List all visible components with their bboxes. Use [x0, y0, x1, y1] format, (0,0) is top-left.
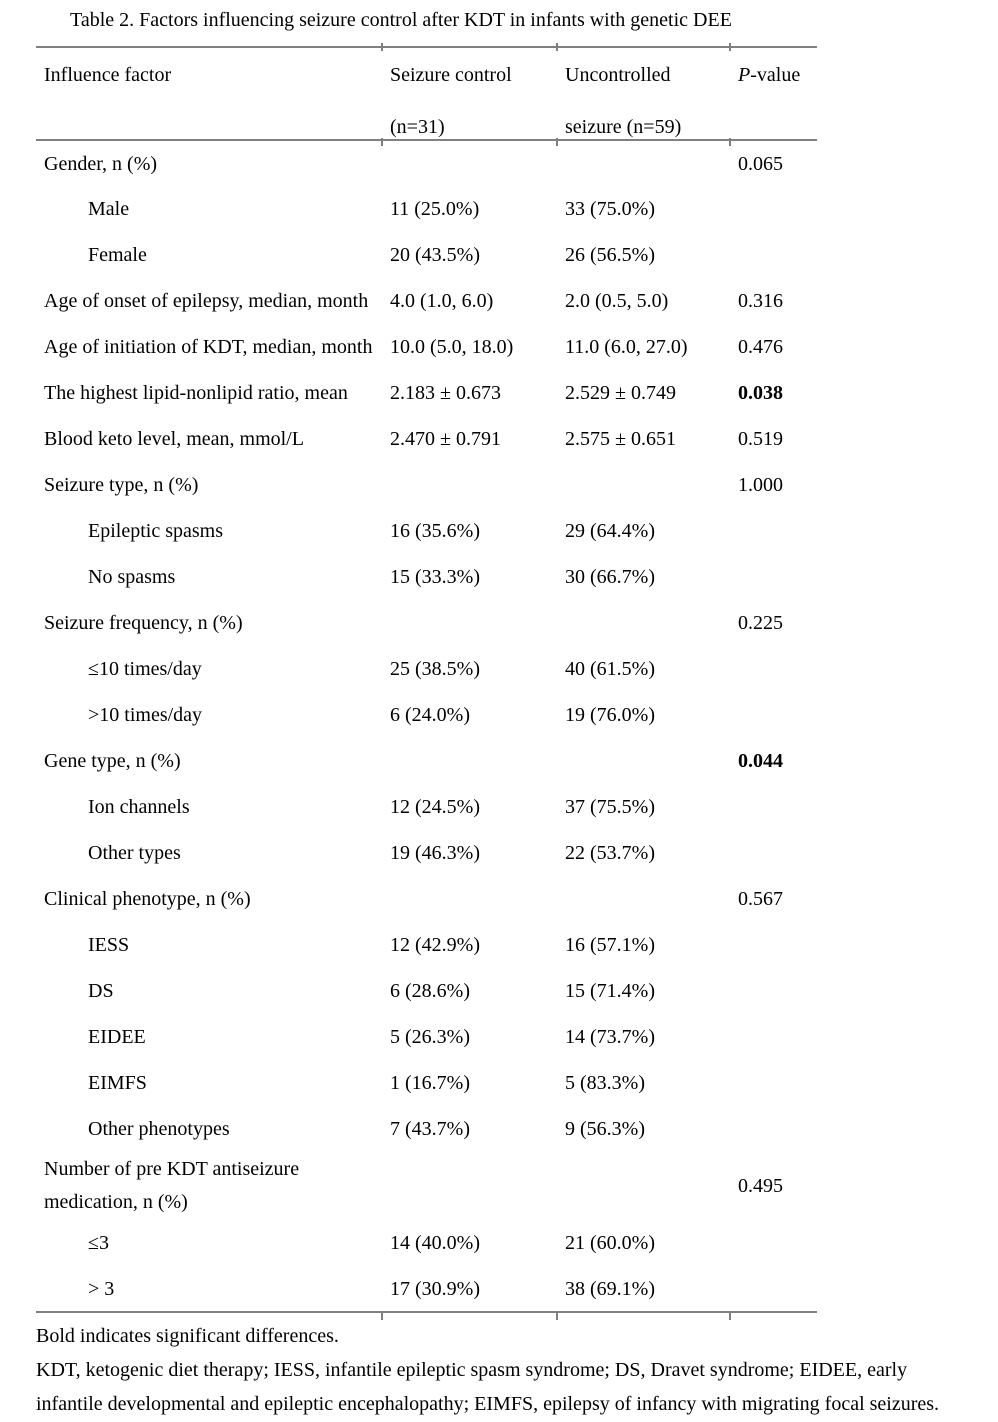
- rule-tick: [729, 1312, 731, 1320]
- table-row: [36, 876, 817, 922]
- seizure-control-cell: [382, 140, 557, 186]
- influence-factor-cell: ≤3: [88, 1232, 109, 1254]
- seizure-control-cell: 20 (43.5%): [390, 244, 480, 266]
- table-row: [36, 416, 817, 462]
- seizure-control-cell: 16 (35.6%): [390, 520, 480, 542]
- uncontrolled-seizure-cell: 14 (73.7%): [565, 1026, 655, 1048]
- uncontrolled-seizure-cell: 16 (57.1%): [565, 934, 655, 956]
- table-row: [36, 968, 817, 1014]
- table-row: [36, 186, 817, 232]
- p-value-cell: 1.000: [738, 474, 783, 496]
- p-value-cell: [730, 830, 817, 876]
- table-row: [36, 1060, 817, 1106]
- influence-factor-cell: Seizure frequency, n (%): [44, 612, 243, 634]
- uncontrolled-seizure-cell: 19 (76.0%): [565, 704, 655, 726]
- p-value-cell: 0.495: [738, 1175, 783, 1197]
- table-row: [36, 278, 817, 324]
- influence-factor-cell: No spasms: [88, 566, 176, 588]
- p-value-cell: 0.519: [738, 428, 783, 450]
- seizure-control-cell: 6 (24.0%): [390, 704, 470, 726]
- seizure-control-cell: 14 (40.0%): [390, 1232, 480, 1254]
- seizure-control-cell: 25 (38.5%): [390, 658, 480, 680]
- seizure-control-cell: 19 (46.3%): [390, 842, 480, 864]
- uncontrolled-seizure-cell: 22 (53.7%): [565, 842, 655, 864]
- seizure-control-cell: 6 (28.6%): [390, 980, 470, 1002]
- table-footnotes: [36, 1319, 976, 1421]
- seizure-control-cell: 15 (33.3%): [390, 566, 480, 588]
- influence-factor-cell: DS: [88, 980, 114, 1002]
- table-row: [36, 1152, 817, 1220]
- p-value-cell: 0.044: [738, 750, 783, 772]
- p-value-cell: [730, 1266, 817, 1312]
- p-value-cell: [730, 1014, 817, 1060]
- uncontrolled-seizure-cell: [557, 876, 730, 922]
- seizure-control-cell: 7 (43.7%): [390, 1118, 470, 1140]
- influence-factor-cell: EIMFS: [88, 1072, 147, 1094]
- rule-tick: [556, 1312, 558, 1320]
- seizure-control-cell: [382, 876, 557, 922]
- seizure-control-cell: [382, 1152, 557, 1220]
- p-value-cell: [730, 1220, 817, 1266]
- table-header: [36, 47, 817, 140]
- seizure-control-cell: 12 (24.5%): [390, 796, 480, 818]
- table-row: [36, 1014, 817, 1060]
- influence-factor-cell: Female: [88, 244, 147, 266]
- uncontrolled-seizure-cell: 38 (69.1%): [565, 1277, 655, 1300]
- p-value-cell: [730, 646, 817, 692]
- p-value-cell: [730, 554, 817, 600]
- p-value-cell: 0.225: [738, 612, 783, 634]
- seizure-control-cell: 10.0 (5.0, 18.0): [390, 336, 514, 358]
- p-value-cell: [730, 1106, 817, 1152]
- p-value-cell: [730, 784, 817, 830]
- uncontrolled-seizure-cell: 5 (83.3%): [565, 1072, 645, 1094]
- seizure-control-cell: [382, 462, 557, 508]
- seizure-control-cell: 12 (42.9%): [390, 934, 480, 956]
- rule-tick: [556, 138, 558, 146]
- uncontrolled-seizure-cell: 29 (64.4%): [565, 520, 655, 542]
- header-seizure-control-line2: (n=31): [390, 116, 445, 138]
- p-value-cell: 0.567: [738, 888, 783, 910]
- uncontrolled-seizure-cell: 2.529 ± 0.749: [565, 382, 676, 404]
- uncontrolled-seizure-cell: [557, 462, 730, 508]
- influence-factor-cell: Blood keto level, mean, mmol/L: [44, 428, 304, 450]
- p-value-cell: [730, 1060, 817, 1106]
- uncontrolled-seizure-cell: 33 (75.0%): [565, 198, 655, 220]
- influence-factor-cell: Number of pre KDT antiseizure medication, n (%): [44, 1158, 300, 1213]
- header-uncontrolled-line2: seizure (n=59): [565, 116, 682, 138]
- rule-tick: [556, 43, 558, 51]
- table-row: [36, 692, 817, 738]
- p-value-cell: [730, 232, 817, 278]
- uncontrolled-seizure-cell: 26 (56.5%): [565, 244, 655, 266]
- uncontrolled-seizure-cell: 40 (61.5%): [565, 658, 655, 680]
- header-uncontrolled-line1: Uncontrolled: [565, 64, 671, 86]
- rule-tick: [729, 138, 731, 146]
- p-value-cell: 0.476: [738, 336, 783, 358]
- header-p-value-label: [738, 63, 817, 87]
- uncontrolled-seizure-cell: 2.0 (0.5, 5.0): [565, 290, 669, 312]
- table-caption: Table 2. Factors influencing seizure control after KDT in infants with genetic DEE: [70, 9, 732, 31]
- influence-factor-cell: Ion channels: [88, 796, 190, 818]
- influence-factor-cell: Age of initiation of KDT, median, month: [44, 336, 373, 358]
- table-row: [36, 324, 817, 370]
- influence-factor-cell: Clinical phenotype, n (%): [44, 888, 251, 910]
- uncontrolled-seizure-cell: [557, 140, 730, 186]
- table-row: [36, 462, 817, 508]
- factors-table: [36, 46, 817, 1313]
- table-row: [36, 554, 817, 600]
- table-row: [36, 738, 817, 784]
- seizure-control-cell: [382, 600, 557, 646]
- footnote-abbreviations: KDT, ketogenic diet therapy; IESS, infantile epileptic spasm syndrome; DS, Dravet syndrome; EIDEE, early infantile developmental and epileptic encephalopathy; EIMFS, epilepsy of infancy with migrating focal seizures.: [36, 1359, 940, 1415]
- rule-tick: [729, 43, 731, 51]
- table-row: [36, 1220, 817, 1266]
- influence-factor-cell: The highest lipid-nonlipid ratio, mean: [44, 382, 348, 404]
- header-p-value: [730, 47, 817, 140]
- influence-factor-cell: Epileptic spasms: [88, 520, 223, 542]
- rule-tick: [381, 138, 383, 146]
- table-row: [36, 784, 817, 830]
- table-row: [36, 370, 817, 416]
- uncontrolled-seizure-cell: [557, 1152, 730, 1220]
- header-uncontrolled-seizure: [557, 47, 730, 140]
- p-value-cell: 0.038: [738, 382, 783, 404]
- p-value-cell: 0.316: [738, 290, 783, 312]
- seizure-control-cell: 11 (25.0%): [390, 198, 480, 220]
- table-row: [36, 600, 817, 646]
- influence-factor-cell: >10 times/day: [88, 704, 203, 726]
- table-row: [36, 140, 817, 186]
- p-value-cell: 0.065: [738, 152, 783, 175]
- seizure-control-cell: 5 (26.3%): [390, 1026, 470, 1048]
- header-seizure-control: [382, 47, 557, 140]
- seizure-control-cell: 17 (30.9%): [390, 1277, 480, 1300]
- p-value-italic-p: P: [738, 64, 751, 86]
- p-value-cell: [730, 508, 817, 554]
- p-value-cell: [730, 968, 817, 1014]
- influence-factor-cell: Other phenotypes: [88, 1118, 230, 1140]
- seizure-control-cell: 1 (16.7%): [390, 1072, 470, 1094]
- influence-factor-cell: EIDEE: [88, 1026, 146, 1048]
- table-row: [36, 508, 817, 554]
- influence-factor-cell: IESS: [88, 934, 130, 956]
- uncontrolled-seizure-cell: 15 (71.4%): [565, 980, 655, 1002]
- influence-factor-cell: ≤10 times/day: [88, 658, 202, 680]
- p-value-cell: [730, 186, 817, 232]
- seizure-control-cell: [382, 738, 557, 784]
- seizure-control-cell: 2.470 ± 0.791: [390, 428, 501, 450]
- uncontrolled-seizure-cell: 9 (56.3%): [565, 1118, 645, 1140]
- header-seizure-control-line1: Seizure control: [390, 64, 512, 86]
- table-row: [36, 1106, 817, 1152]
- influence-factor-cell: Gene type, n (%): [44, 750, 181, 772]
- uncontrolled-seizure-cell: 11.0 (6.0, 27.0): [565, 336, 688, 358]
- influence-factor-cell: Age of onset of epilepsy, median, month: [44, 290, 369, 312]
- rule-tick: [381, 43, 383, 51]
- seizure-control-cell: 4.0 (1.0, 6.0): [390, 290, 494, 312]
- influence-factor-cell: Gender, n (%): [44, 152, 158, 175]
- p-value-rest: -value: [750, 64, 801, 86]
- header-influence-factor-label: Influence factor: [44, 64, 172, 86]
- p-value-cell: [730, 922, 817, 968]
- table-row: [36, 646, 817, 692]
- header-influence-factor: [36, 47, 382, 140]
- footnote-bold-significance: Bold indicates significant differences.: [36, 1325, 339, 1347]
- table-row: [36, 232, 817, 278]
- table-row: [36, 922, 817, 968]
- uncontrolled-seizure-cell: 2.575 ± 0.651: [565, 428, 676, 450]
- uncontrolled-seizure-cell: 21 (60.0%): [565, 1232, 655, 1254]
- uncontrolled-seizure-cell: [557, 738, 730, 784]
- table-row: [36, 1266, 817, 1312]
- influence-factor-cell: > 3: [88, 1277, 115, 1300]
- table-body: [36, 140, 817, 1312]
- uncontrolled-seizure-cell: 37 (75.5%): [565, 796, 655, 818]
- influence-factor-cell: Seizure type, n (%): [44, 474, 199, 496]
- uncontrolled-seizure-cell: [557, 600, 730, 646]
- rule-tick: [381, 1312, 383, 1320]
- p-value-cell: [730, 692, 817, 738]
- header-row: [36, 47, 817, 140]
- table-container: [36, 46, 817, 1313]
- influence-factor-cell: Other types: [88, 842, 181, 864]
- table-row: [36, 830, 817, 876]
- seizure-control-cell: 2.183 ± 0.673: [390, 382, 501, 404]
- uncontrolled-seizure-cell: 30 (66.7%): [565, 566, 655, 588]
- influence-factor-cell: Male: [88, 198, 130, 220]
